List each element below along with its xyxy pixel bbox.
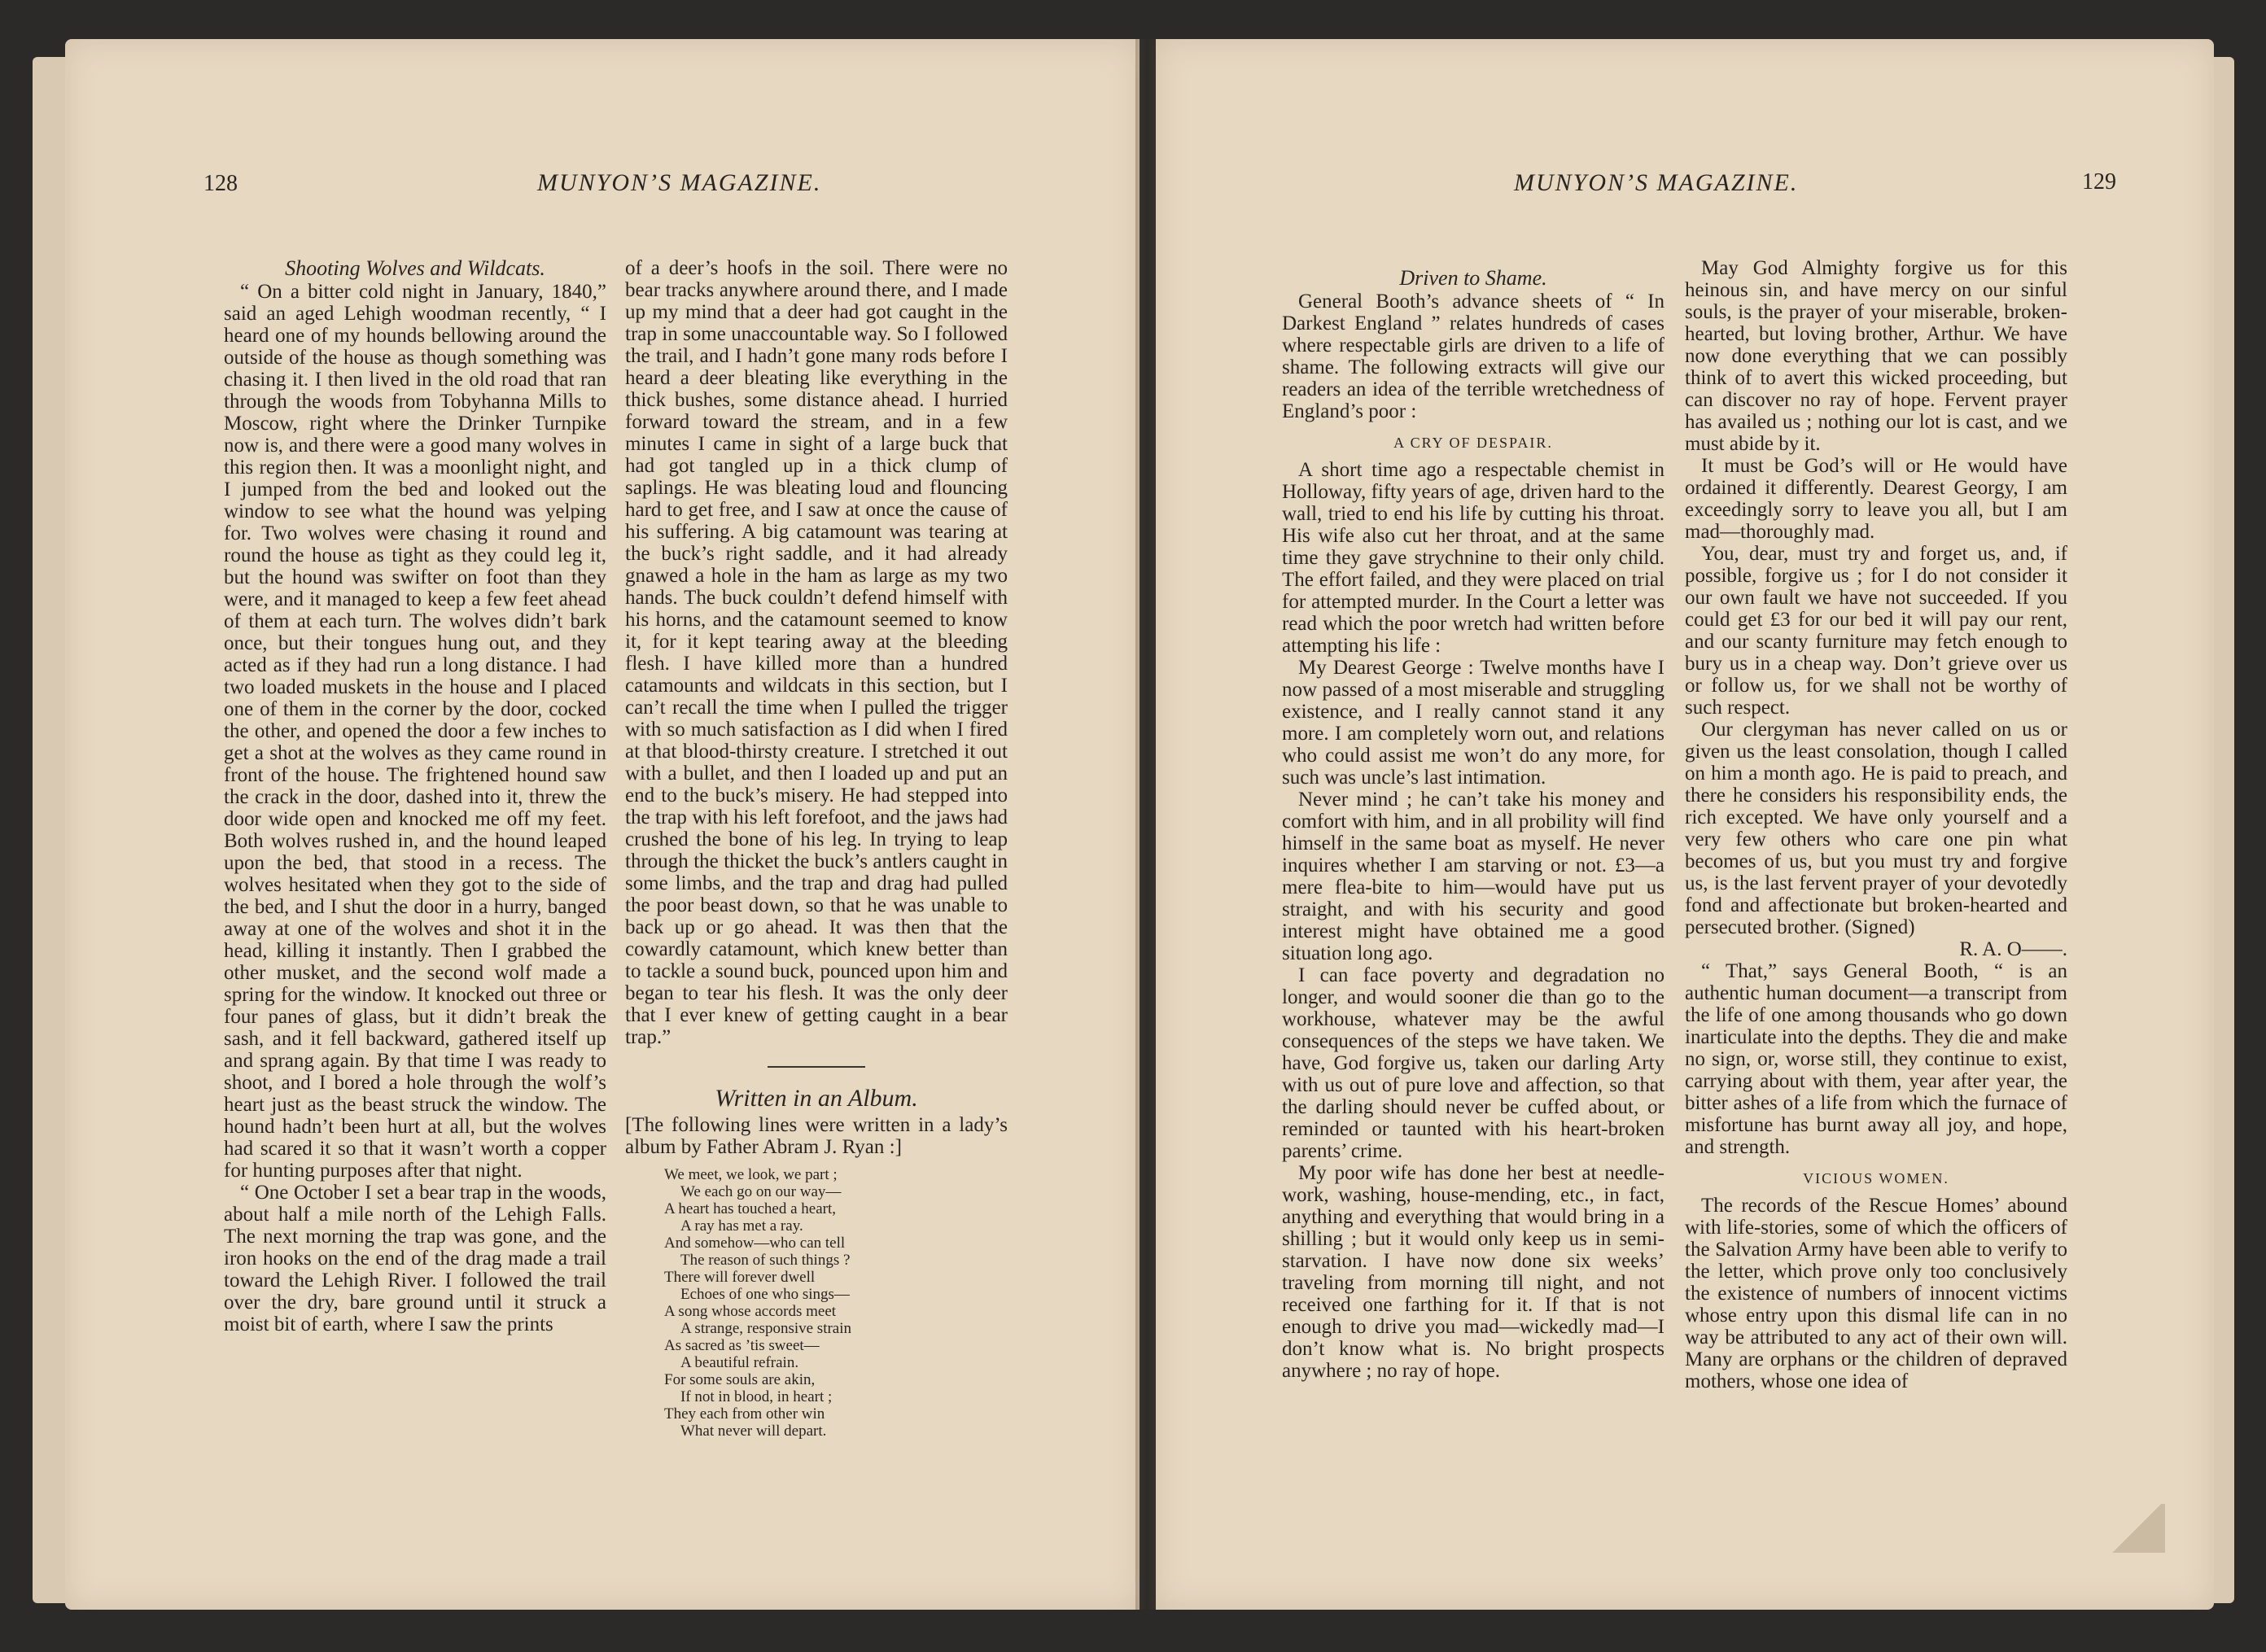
paragraph: Never mind ; he can’t take his money and comfort with him, and in all probility will find himself in the same boat as myself. He never inquires whether I am starving or not. £3—a mere flea-bite to him—would have put us straight, and with his security and good interest might have obtained me a good situation long ago. [1282, 789, 1665, 964]
paragraph: You, dear, must try and forget us, and, if possible, forgive us ; for I do not consider it our own fault we have not succeeded. If you could get £3 for our bed it will pay our rent, and our scanty furniture may fetch enough to bury us in a cheap way. Don’t grieve over us or follow us, for we shall not be worthy of such respect. [1685, 543, 2067, 719]
poem-line: There will forever dwell [664, 1269, 816, 1286]
paragraph: A short time ago a respectable chemist in Holloway, fifty years of age, driven hard to the wall, tried to end his life by cutting his throat. His wife also cut her throat, and at the same time they gave strychnine to their only child. The effort failed, and they were placed on trial for attempted murder. In the Court a letter was read which the poor wretch had written before attempting his life : [1282, 459, 1665, 657]
article-intro: General Booth’s advance sheets of “ In Darkest England ” relates hundreds of cases where respectable girls are driven to a life of shame. The following extracts will give our readers an idea of the terrible wretchedness of England’s poor : [1282, 291, 1665, 422]
paragraph: May God Almighty forgive us for this heinous sin, and have mercy on our sinful souls, is the prayer of your miserable, broken-hearted, but loving brother, Arthur. We have now done everything that we can possibly think of to avert this wicked proceeding, but can discover no ray of hope. Fervent prayer has availed us ; nothing our lot is cast, and we must abide by it. [1685, 257, 2067, 455]
left-column-1 [224, 257, 606, 1335]
paragraph: My Dearest George : Twelve months have I now passed of a most miserable and struggling existence, and I really cannot stand it any more. I am completely worn out, and relations who could assist me won’t do any more, for such was uncle’s last intimation. [1282, 657, 1665, 789]
paragraph: The records of the Rescue Homes’ abound with life-stories, some of which the officers of the Salvation Army have been able to verify to the letter, which prove only too conclusively the existence of numbers of innocent victims whose entry upon this dismal life can in no way be attributed to any act of their own will. Many are orphans or the children of depraved mothers, whose one idea of [1685, 1195, 2067, 1392]
paragraph: My poor wife has done her best at needle-work, washing, house-mending, etc., in fact, anything and everything that would bring in a shilling ; but it would only keep us in semi-starvation. I have now done six weeks’ traveling from morning till night, and not received one farthing for it. If that is not enough to drive you mad—wickedly mad—I don’t know what is. No bright prospects anywhere ; no ray of hope. [1282, 1162, 1665, 1382]
paragraph: I can face poverty and degradation no longer, and would sooner die than go to the workhouse, whatever may be the awful consequences of the steps we have taken. We have, God forgive us, taken our darling Arty with us out of pure love and affection, so that the darling should never be cuffed about, or reminded or taunted with his heart-broken parents’ crime. [1282, 964, 1665, 1162]
right-running-head: MUNYON’S MAGAZINE. [1514, 169, 1799, 196]
poem-line: We each go on our way— [680, 1183, 842, 1200]
left-page-number: 128 [203, 171, 238, 196]
left-page-header [203, 169, 822, 197]
poem-line: For some souls are akin, [664, 1371, 816, 1388]
page-corner-fold [2108, 1504, 2165, 1553]
left-column-2 [625, 257, 1008, 1440]
poem-line: A ray has met a ray. [680, 1217, 803, 1235]
paragraph: Our clergyman has never called on us or given us the least consolation, though I called on him a month ago. He is paid to preach, and there he considers his responsibility ends, the rich excepted. We have only yourself and a very few others who care one pin what becomes of us, but you must try and forgive us, is the last fervent prayer of your devotedly fond and affectionate but broken-hearted and persecuted brother. (Signed) [1685, 719, 2067, 938]
poem-line: What never will depart. [680, 1423, 827, 1440]
paragraph: “ That,” says General Booth, “ is an authentic human document—a transcript from the life of one among thousands who go down inarticulate into the depths. They die and make no sign, or, worse still, they continue to exist, carrying about with them, year after year, the bitter ashes of a life from which the furnace of misfortune has burnt away all joy, and hope, and strength. [1685, 960, 2067, 1158]
article-title: Written in an Album. [715, 1085, 918, 1112]
poem-line: As sacred as ’tis sweet— [664, 1337, 820, 1354]
article-title: Shooting Wolves and Wildcats. [285, 256, 545, 280]
paragraph: It must be God’s will or He would have ordained it differently. Dearest Georgy, I am exceedingly sorry to leave you all, but I am mad—thoroughly mad. [1685, 455, 2067, 543]
poem-line: Echoes of one who sings— [680, 1286, 850, 1303]
poem-line: A song whose accords meet [664, 1303, 837, 1320]
article-title: Driven to Shame. [1399, 266, 1547, 290]
left-page [65, 39, 1140, 1610]
right-page [1156, 39, 2214, 1610]
right-column-2 [1685, 257, 2067, 1392]
poem-line: A beautiful refrain. [680, 1354, 799, 1371]
subhead: VICIOUS WOMEN. [1803, 1170, 1949, 1187]
poem-line: We meet, we look, we part ; [664, 1166, 838, 1183]
poem-line: The reason of such things ? [680, 1252, 851, 1269]
letter-signature: R. A. O——. [1959, 938, 2067, 960]
right-page-number: 129 [2082, 169, 2116, 194]
section-divider [768, 1066, 865, 1068]
subhead: A CRY OF DESPAIR. [1393, 435, 1553, 451]
left-running-head: MUNYON’S MAGAZINE. [537, 169, 822, 196]
poem-intro: [The following lines were written in a lady’s album by Father Abram J. Ryan :] [625, 1114, 1008, 1158]
poem-line: They each from other win [664, 1405, 825, 1423]
poem [664, 1166, 1008, 1440]
poem-line: And somehow—who can tell [664, 1235, 846, 1252]
right-column-1 [1282, 267, 1665, 1382]
paragraph: “ On a bitter cold night in January, 1840,” said an aged Lehigh woodman recently, “ I heard one of my hounds bellowing around the outside of the house as though something was chasing it. I then lived in the old road that ran through the woods from Tobyhanna Mills to Moscow, right where the Drinker Turnpike now is, and there were a good many wolves in this region then. It was a moonlight night, and I jumped from the bed and looked out the window to see what the hound was yelping for. Two wolves were chasing it round and round the house as tight as they could leg it, but the hound was swifter on foot than they were, and it managed to keep a few feet ahead of them at each turn. The wolves didn’t bark once, but their tongues hung out, and they acted as if they had run a long distance. I had two loaded muskets in the house and I placed one of them in the corner by the door, cocked the other, and opened the door a few inches to get a shot at the wolves as they came round in front of the house. The frightened hound saw the crack in the door, dashed into it, threw the door wide open and knocked me off my feet. Both wolves rushed in, and the hound leaped upon the bed, that stood in a recess. The wolves hesitated when they got to the side of the bed, and I shut the door in a hurry, banged away at one of the wolves and shot it in the head, killing it instantly. Then I grabbed the other musket, and the second wolf made a spring for the window. It knocked out three or four panes of glass, but it didn’t break the sash, and it fell backward, gathered itself up and sprang again. By that time I was ready to shoot, and I bored a hole through the wolf’s heart just as the beast struck the window. The hound hadn’t been hurt at all, but the wolves had scared it so that it wasn’t worth a copper for hunting purposes after that night. [224, 281, 606, 1182]
paragraph: of a deer’s hoofs in the soil. There were no bear tracks anywhere around there, and I made up my mind that a deer had got caught in the trap in some unaccountable way. So I followed the trail, and I hadn’t gone many rods before I heard a deer bleating like everything in the thick bushes, some distance ahead. I hurried forward toward the stream, and in a few minutes I came in sight of a large buck that had got tangled up in a thick clump of saplings. He was bleating loud and flouncing hard to get free, and I saw at once the cause of his suffering. A big catamount was tearing at the buck’s right saddle, and it had already gnawed a hole in the ham as large as my two hands. The buck couldn’t defend himself with his horns, and the catamount seemed to know it, for it kept tearing away at the bleeding flesh. I have killed more than a hundred catamounts and wildcats in this section, but I can’t recall the time when I pulled the trigger with so much satisfaction as I did when I fired at that blood-thirsty creature. I stretched it out with a bullet, and then I loaded up and put an end to the buck’s misery. He had stepped into the trap with his left forefoot, and the jaws had crushed the bone of his leg. In trying to leap through the thicket the buck’s antlers caught in some limbs, and the trap and drag had pulled the poor beast down, so that he was unable to back up or go ahead. It was then that the cowardly catamount, which knew better than to tackle a sound buck, pounced upon him and began to tear his flesh. It was the only deer that I ever knew of getting caught in a bear trap.” [625, 257, 1008, 1048]
poem-line: A strange, responsive strain [680, 1320, 852, 1337]
poem-line: If not in blood, in heart ; [680, 1388, 833, 1405]
poem-line: A heart has touched a heart, [664, 1200, 837, 1217]
paragraph: “ One October I set a bear trap in the woods, about half a mile north of the Lehigh Falls. The next morning the trap was gone, and the iron hooks on the end of the drag made a trail toward the Lehigh River. I followed the trail over the dry, bare ground until it struck a moist bit of earth, where I saw the prints [224, 1182, 606, 1335]
